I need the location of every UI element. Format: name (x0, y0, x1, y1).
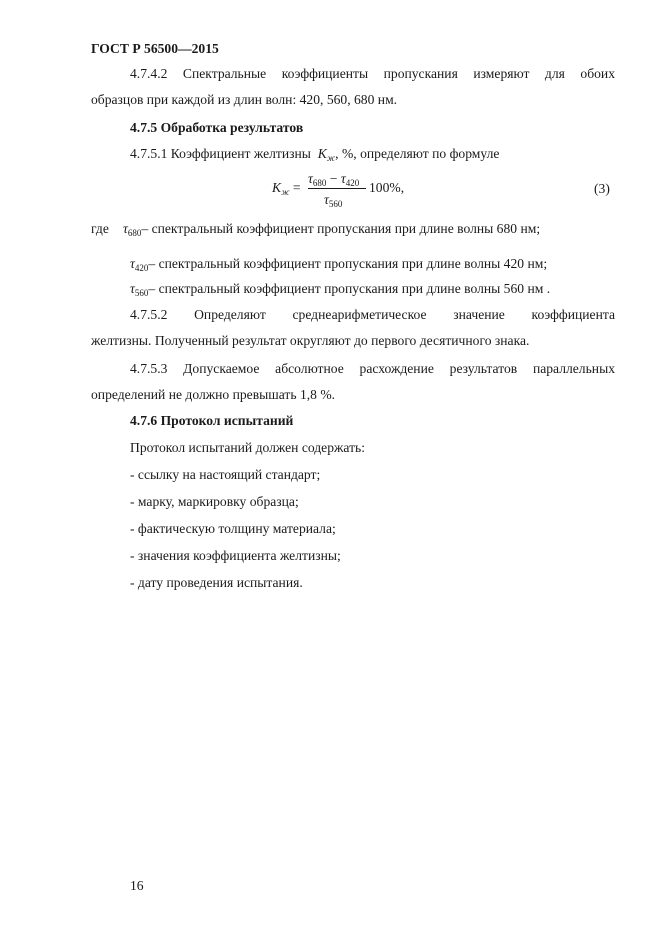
formula-num-b-sub: 420 (345, 178, 360, 188)
clause-4752-line2: желтизны. Полученный результат округляют до первого десятичного знака. (91, 333, 530, 348)
formula-num-a-sub: 680 (312, 178, 327, 188)
clause-4751-suffix: , %, определяют по формуле (335, 146, 500, 161)
where-item-tau560 (130, 281, 550, 297)
formula-num-b: τ (340, 171, 346, 186)
clause-4751-symbol: K (317, 146, 327, 161)
clause-4753-line1: 4.7.5.3 Допускаемое абсолютное расхождение результатов параллельных (130, 361, 615, 376)
clause-4742-line2: образцов при каждой из длин волн: 420, 560, 680 нм. (91, 92, 398, 107)
document-header-title: ГОСТ Р 56500—2015 (91, 41, 219, 56)
formula-multiplier: 100%, (369, 180, 405, 195)
formula-lhs (272, 180, 301, 196)
section-475-heading: 4.7.5 Обработка результатов (130, 120, 304, 135)
protocol-list-item: - значения коэффициента желтизны; (130, 548, 341, 563)
clause-4742-line1: 4.7.4.2 Спектральные коэффициенты пропускания измеряют для обоих (130, 66, 615, 81)
clause-4753-line2: определений не должно превышать 1,8 %. (91, 387, 336, 402)
where-item-tau420-text: – спектральный коэффициент пропускания при длине волны 420 нм; (148, 256, 548, 271)
where-item-tau420-sub: 420 (134, 263, 149, 273)
formula-3 (272, 171, 422, 213)
formula-lhs-symbol: K (272, 180, 282, 195)
formula-num-a: τ (308, 171, 313, 186)
clause-4751-symbol-sub: ж (326, 153, 336, 163)
where-item-tau680 (123, 221, 540, 237)
where-item-tau420 (130, 256, 547, 272)
formula-numerator (308, 171, 359, 187)
page-number: 16 (130, 878, 144, 893)
protocol-intro: Протокол испытаний должен содержать: (130, 440, 365, 455)
protocol-list-item: - фактическую толщину материала; (130, 521, 336, 536)
formula-minus: − (326, 171, 341, 186)
clause-4751-text (130, 146, 499, 162)
protocol-list-item: - ссылку на настоящий стандарт; (130, 467, 321, 482)
clause-4752-line1: 4.7.5.2 Определяют среднеарифметическое значение коэффициента (130, 307, 615, 322)
formula-equals: = (289, 180, 301, 195)
formula-denominator (324, 192, 342, 208)
clause-4751-prefix: 4.7.5.1 Коэффициент желтизны (130, 146, 311, 161)
protocol-list-item: - дату проведения испытания. (130, 575, 303, 590)
protocol-list-item: - марку, маркировку образца; (130, 494, 299, 509)
section-476-heading: 4.7.6 Протокол испытаний (130, 413, 294, 428)
formula-den-symbol: τ (324, 192, 329, 207)
where-item-tau680-text: – спектральный коэффициент пропускания при длине волны 680 нм; (141, 221, 541, 236)
where-label: где (91, 221, 109, 236)
formula-fraction-bar (308, 188, 366, 189)
where-item-tau560-sub: 560 (134, 288, 149, 298)
formula-lhs-sub: ж (281, 187, 290, 197)
where-item-tau680-sub: 680 (127, 228, 142, 238)
where-item-tau560-symbol: τ (130, 281, 135, 296)
formula-number: (3) (594, 181, 610, 196)
where-item-tau560-text: – спектральный коэффициент пропускания при длине волны 560 нм . (148, 281, 551, 296)
where-item-tau420-symbol: τ (130, 256, 135, 271)
where-item-tau680-symbol: τ (123, 221, 128, 236)
formula-den-sub: 560 (328, 199, 343, 209)
